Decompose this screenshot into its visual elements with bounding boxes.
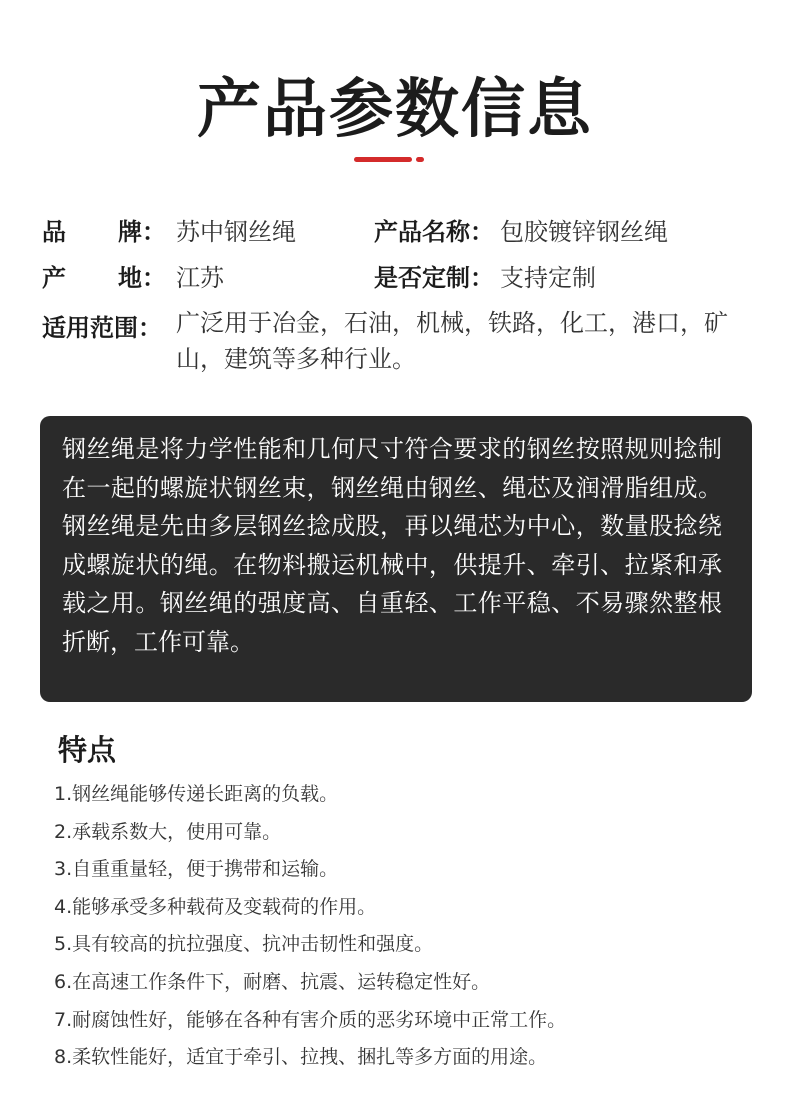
customizable-value: 支持定制 <box>500 264 596 292</box>
page-title: 产品参数信息 <box>197 73 593 147</box>
brand-value: 苏中钢丝绳 <box>176 218 296 246</box>
feature-item: 1.钢丝绳能够传递长距离的负载。 <box>54 783 339 805</box>
feature-item: 4.能够承受多种载荷及变载荷的作用。 <box>54 895 377 918</box>
feature-item: 2.承载系数大，使用可靠。 <box>54 820 282 843</box>
feature-item: 3.自重重量轻，便于携带和运输。 <box>54 858 339 881</box>
feature-item: 7.耐腐蚀性好，能够在各种有害介质的恶劣环境中正常工作。 <box>54 1008 567 1031</box>
description-text: 钢丝绳是将力学性能和几何尺寸符合要求的钢丝按照规则捻制在一起的螺旋状钢丝束，钢丝绳由钢丝、绳芯及润滑脂组成。钢丝绳是先由多层钢丝捻成股，再以绳芯为中心，数量股捻绕成螺旋状的绳。在物料搬运机械中，供提升、牵引、拉紧和承载之用。钢丝绳的强度高、自重轻、工作平稳、不易骤然整根折断，工作可靠。 <box>62 435 722 656</box>
origin-value: 江苏 <box>176 264 224 292</box>
scope-value: 广泛用于冶金，石油，机械，铁路，化工，港口，矿山，建筑等多种行业。 <box>176 309 728 373</box>
feature-item: 5.具有较高的抗拉强度、抗冲击韧性和强度。 <box>54 933 434 956</box>
feature-item: 8.柔软性能好，适宜于牵引、拉拽、捆扎等多方面的用途。 <box>54 1046 548 1069</box>
customizable-label: 是否定制： <box>374 264 494 292</box>
origin-label-char-1: 产 <box>42 264 66 292</box>
features-list <box>54 776 754 1077</box>
product-name-value: 包胶镀锌钢丝绳 <box>500 218 668 246</box>
title-underline <box>354 157 412 162</box>
product-name-label: 产品名称： <box>374 218 494 246</box>
brand-label-char-1: 品 <box>42 218 66 246</box>
description-panel <box>40 416 752 702</box>
scope-label: 适用范围： <box>42 314 162 342</box>
features-title: 特点 <box>58 733 117 767</box>
brand-label-char-2: 牌： <box>118 218 166 246</box>
title-underline-dot <box>416 157 424 162</box>
origin-label-char-2: 地： <box>118 264 166 292</box>
feature-item: 6.在高速工作条件下，耐磨、抗震、运转稳定性好。 <box>54 970 491 993</box>
